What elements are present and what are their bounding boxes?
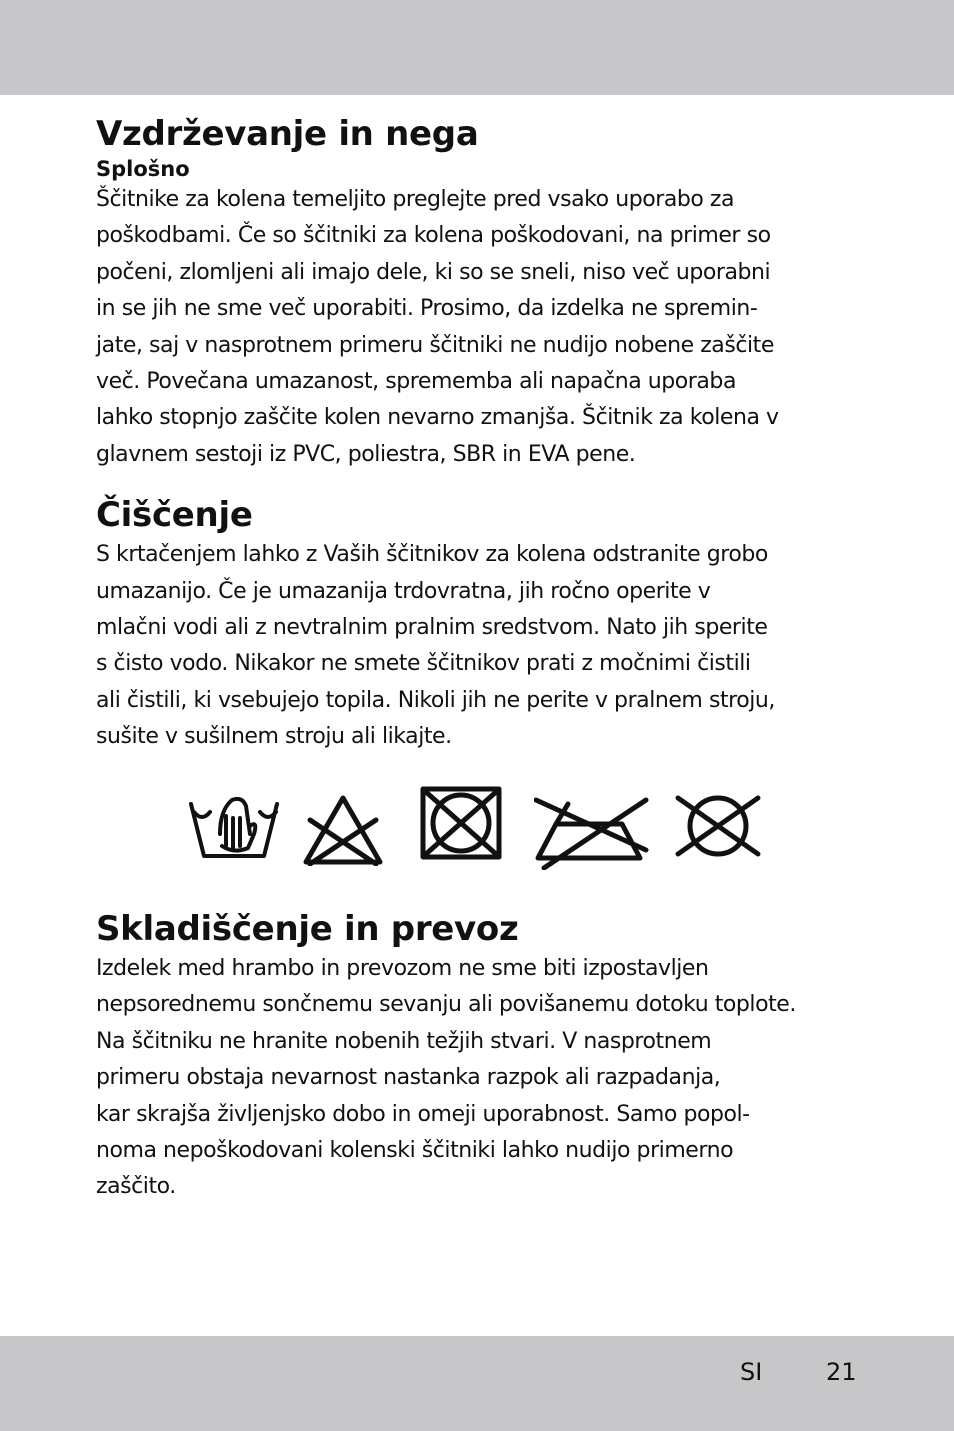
maintenance-body: Ščitnike za kolena temeljito preglejte pred vsako uporabo za poškodbami. Če so ščitniki za kolena poškodovani, na primer so počeni, zlomljeni ali imajo dele, ki so se sneli, niso več uporabni in se jih ne sme več uporabiti. Prosimo, da izdelka ne spremin- jate, saj v nasprotnem primeru ščitniki ne nudijo nobene zaščite več. Povečana umazanost, sprememba ali napačna uporaba lahko stopnjo zaščite kolen nevarno zmanjša. Ščitnik za kolena v glavnem sestoji iz PVC, poliestra, SBR in EVA pene. [96, 187, 779, 467]
storage-title: Skladiščenje in prevoz [96, 909, 519, 949]
cleaning-body: S krtačenjem lahko z Vaših ščitnikov za kolena odstranite grobo umazanijo. Če je umazanija trdovratna, jih ročno operite v mlačni vodi ali z nevtralnim pralnim sredstvom. Nato jih sperite s čisto vodo. Nikakor ne smete ščitnikov prati z močnimi čistili ali čistili, ki vsebujejo topila. Nikoli jih ne perite v pralnem stroju, sušite v sušilnem stroju ali likajte. [96, 542, 775, 750]
section-storage [96, 907, 866, 1206]
cleaning-title: Čiščenje [96, 495, 253, 536]
header-band [0, 0, 954, 95]
care-symbols [96, 780, 866, 870]
section-cleaning [96, 493, 866, 755]
language-code: SI [740, 1358, 763, 1386]
maintenance-subtitle: Splošno [96, 157, 190, 181]
hand-wash-icon [188, 794, 282, 860]
maintenance-title: Vzdrževanje in nega [96, 114, 479, 154]
storage-body: Izdelek med hrambo in prevozom ne sme biti izpostavljen nepsorednemu sončnemu sevanju ali povišanemu dotoku toplote. Na ščitniku ne hranite nobenih težjih stvari. V nasprotnem primeru obstaja nevarnost nastanka razpok ali razpadanja, kar skrajša življenjsko dobo in omeji uporabnost. Samo popol- noma nepoškodovani kolenski ščitniki lahko nudijo primerno zaščito. [96, 956, 796, 1200]
do-not-bleach-icon [302, 794, 384, 866]
do-not-dry-clean-icon [672, 794, 764, 858]
do-not-iron-icon [534, 794, 650, 870]
page-number: 21 [826, 1358, 857, 1386]
page-content [96, 112, 866, 1200]
do-not-tumble-dry-icon [420, 786, 502, 860]
section-maintenance [96, 112, 866, 473]
footer-band [0, 1336, 954, 1431]
